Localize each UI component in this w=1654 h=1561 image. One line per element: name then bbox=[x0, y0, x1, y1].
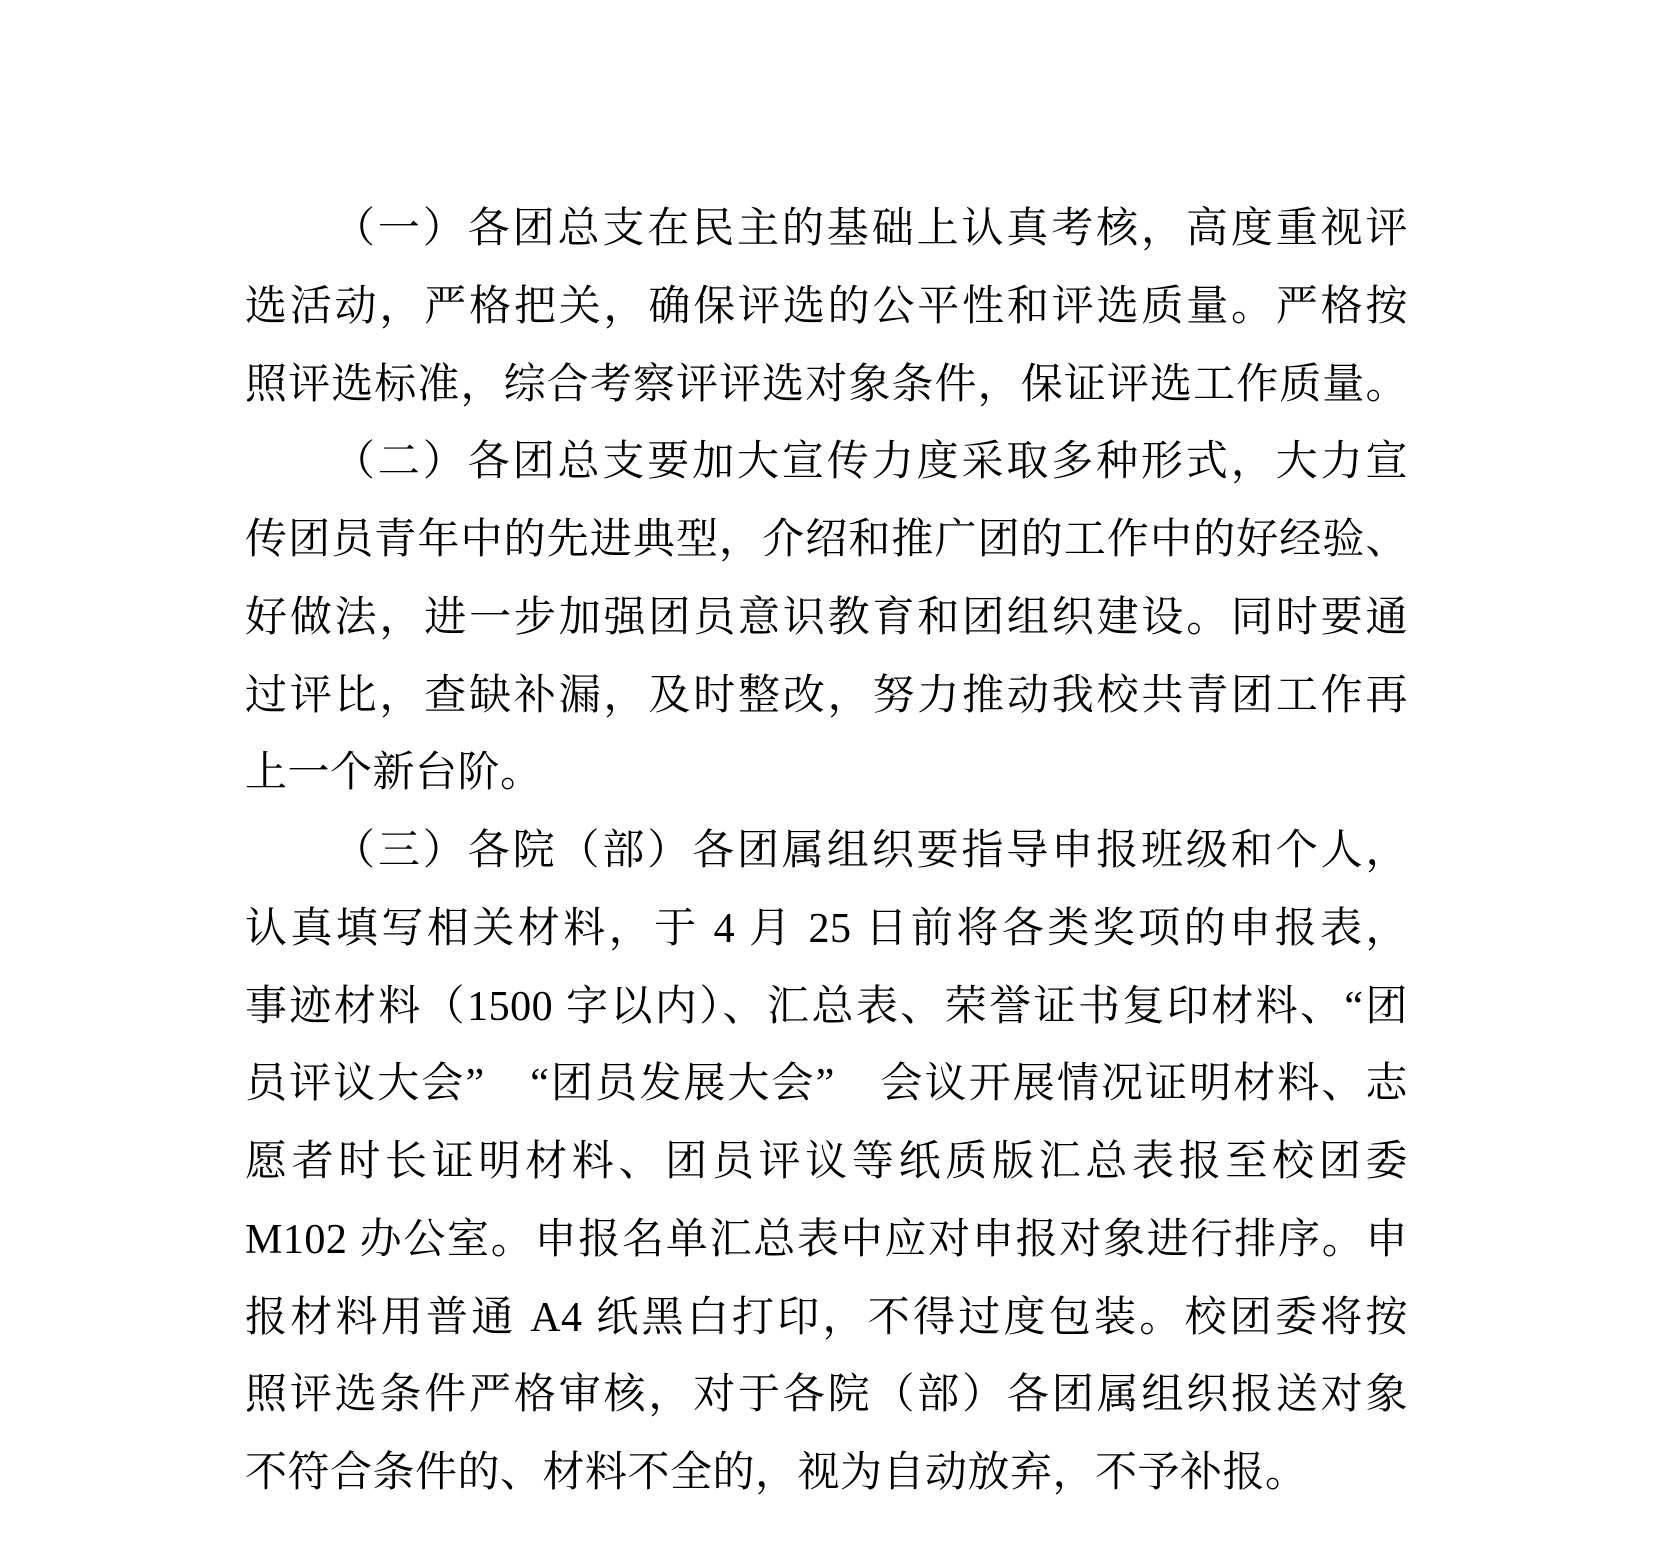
text-line: 上一个新台阶。 bbox=[245, 750, 543, 797]
text-line: 报材料用普通 A4 纸黑白打印，不得过度包装。校团委将按 bbox=[245, 1294, 1408, 1341]
text-line: （一）各团总支在民主的基础上认真考核，高度重视评 bbox=[333, 206, 1408, 252]
text-line: 传团员青年中的先进典型，介绍和推广团的工作中的好经验、 bbox=[245, 517, 1408, 563]
document-body bbox=[245, 191, 1408, 1513]
text-line: （二）各团总支要加大宣传力度采取多种形式，大力宣 bbox=[333, 439, 1408, 486]
text-line: 过评比，查缺补漏，及时整改，努力推动我校共青团工作再 bbox=[245, 672, 1408, 719]
text-line: 愿者时长证明材料、团员评议等纸质版汇总表报至校团委 bbox=[245, 1139, 1408, 1185]
paragraph-1 bbox=[245, 191, 1408, 424]
text-line: 好做法，进一步加强团员意识教育和团组织建设。同时要通 bbox=[245, 594, 1408, 641]
text-line: 照评选条件严格审核，对于各院（部）各团属组织报送对象 bbox=[245, 1372, 1408, 1419]
text-line: （三）各院（部）各团属组织要指导申报班级和个人， bbox=[333, 828, 1408, 874]
paragraph-2 bbox=[245, 424, 1408, 813]
text-line: 选活动，严格把关，确保评选的公平性和评选质量。严格按 bbox=[245, 283, 1408, 330]
paragraph-3 bbox=[245, 813, 1408, 1513]
text-line: 不符合条件的、材料不全的，视为自动放弃，不予补报。 bbox=[245, 1450, 1308, 1496]
text-line: 照评选标准，综合考察评评选对象条件，保证评选工作质量。 bbox=[245, 361, 1408, 408]
text-line: M102 办公室。申报名单汇总表中应对申报对象进行排序。申 bbox=[245, 1216, 1408, 1263]
text-line: 认真填写相关材料，于 4 月 25 日前将各类奖项的申报表， bbox=[245, 905, 1408, 952]
text-line: 事迹材料（1500 字以内）、汇总表、荣誉证书复印材料、“团 bbox=[245, 983, 1408, 1030]
text-line: 员评议大会” “团员发展大会” 会议开展情况证明材料、志 bbox=[245, 1061, 1408, 1108]
